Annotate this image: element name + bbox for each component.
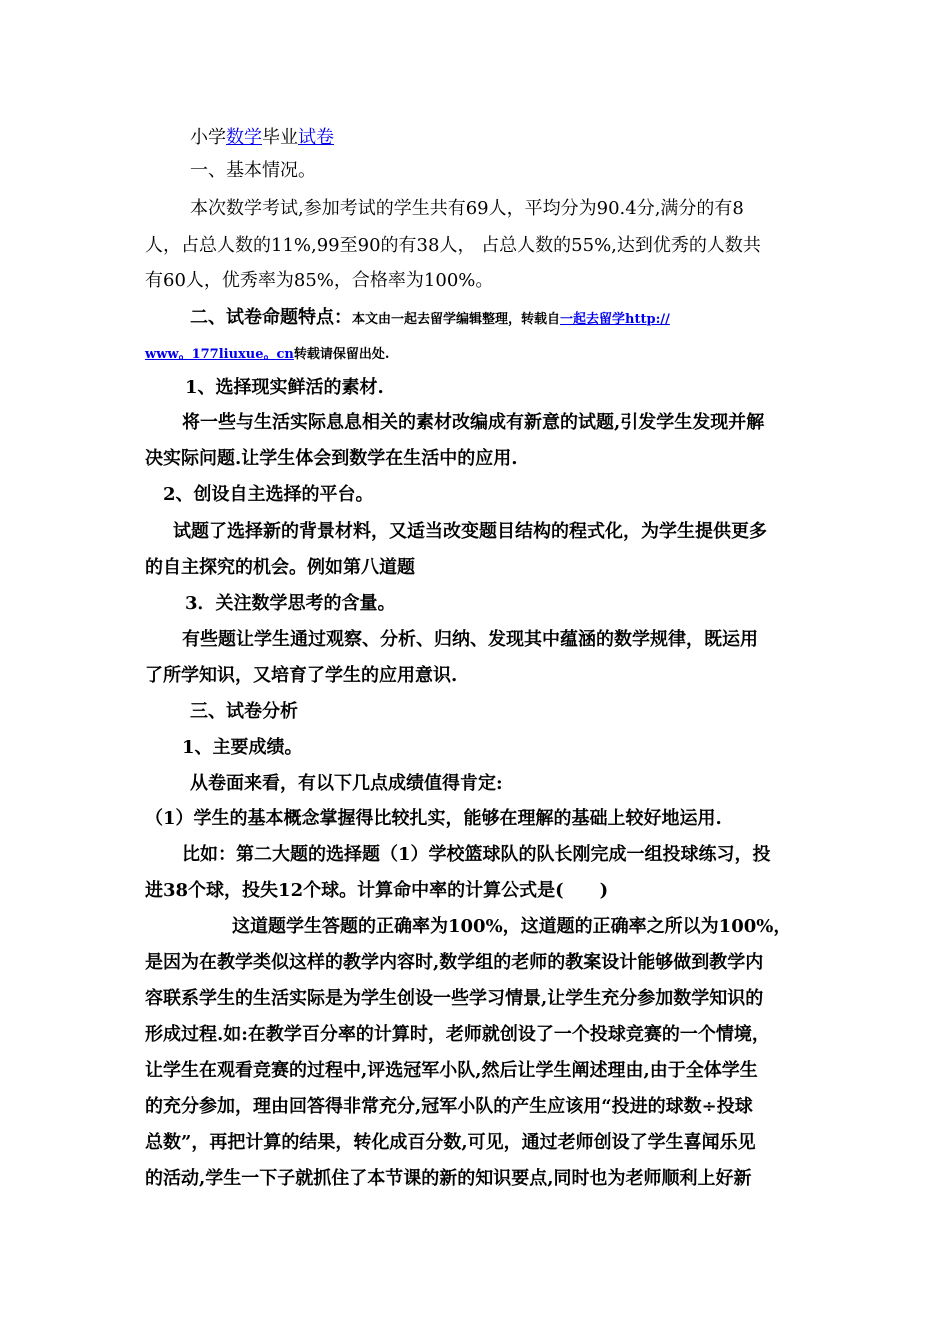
example-line-1: 比如：第二大题的选择题（1）学校篮球队的队长刚完成一组投球练习，投 <box>182 844 771 865</box>
repost-note: 本文由一起去留学编辑整理，转载自 <box>352 312 561 327</box>
analysis-line-1: 这道题学生答题的正确率为100%，这道题的正确率之所以为100%， <box>232 916 792 937</box>
section3-sub1: 1、主要成绩。 <box>182 737 303 758</box>
title-middle: 毕业 <box>262 127 298 148</box>
section3-point1: （1）学生的基本概念掌握得比较扎实，能够在理解的基础上较好地运用. <box>145 808 722 829</box>
item3-line-2: 了所学知识，又培育了学生的应用意识. <box>145 665 458 686</box>
item1-line-1: 将一些与生活实际息息相关的素材改编成有新意的试题,引发学生发现并解 <box>182 412 765 433</box>
section1-line-3: 有60人，优秀率为85%，合格率为100%。 <box>145 270 494 291</box>
math-link[interactable]: 数学 <box>226 127 262 148</box>
section1-line-2: 人，占总人数的11%,99至90的有38人， 占总人数的55%,达到优秀的人数共 <box>145 235 761 256</box>
item2-heading: 2、创设自主选择的平台。 <box>163 484 374 505</box>
analysis-line-5: 让学生在观看竞赛的过程中,评选冠军小队,然后让学生阐述理由,由于全体学生 <box>145 1060 758 1081</box>
source-url-link[interactable]: www。177liuxue。cn <box>145 347 294 362</box>
example-line-2: 进38个球，投失12个球。计算命中率的计算公式是( ) <box>145 880 609 901</box>
analysis-line-3: 容联系学生的生活实际是为学生创设一些学习情景,让学生充分参加数学知识的 <box>145 988 764 1009</box>
section3-heading: 三、试卷分析 <box>190 701 298 722</box>
analysis-line-2: 是因为在教学类似这样的教学内容时,数学组的老师的教案设计能够做到教学内 <box>145 952 764 973</box>
section1-line-1: 本次数学考试,参加考试的学生共有69人，平均分为90.4分,满分的有8 <box>190 198 744 219</box>
source-url-line <box>145 340 389 368</box>
section2-heading-line <box>190 305 670 333</box>
section3-intro: 从卷面来看，有以下几点成绩值得肯定: <box>190 773 503 794</box>
analysis-line-6: 的充分参加，理由回答得非常充分,冠军小队的产生应该用“投进的球数÷投球 <box>145 1096 753 1117</box>
item3-heading: 3．关注数学思考的含量。 <box>185 593 396 614</box>
section2-heading: 二、试卷命题特点： <box>190 307 352 328</box>
source-link[interactable]: 一起去留学http:// <box>560 312 670 327</box>
title-prefix: 小学 <box>190 127 226 148</box>
item2-line-1: 试题了选择新的背景材料，又适当改变题目结构的程式化，为学生提供更多 <box>173 521 767 542</box>
section1-heading: 一、基本情况。 <box>190 160 316 181</box>
item1-line-2: 决实际问题.让学生体会到数学在生活中的应用. <box>145 448 518 469</box>
doc-title <box>190 125 334 151</box>
analysis-line-8: 的活动,学生一下子就抓住了本节课的新的知识要点,同时也为老师顺利上好新 <box>145 1168 752 1189</box>
item3-line-1: 有些题让学生通过观察、分析、归纳、发现其中蕴涵的数学规律，既运用 <box>182 629 758 650</box>
item1-heading: 1、选择现实鲜活的素材. <box>185 377 384 398</box>
analysis-line-4: 形成过程.如:在教学百分率的计算时，老师就创设了一个投球竞赛的一个情境， <box>145 1024 770 1045</box>
analysis-line-7: 总数”，再把计算的结果，转化成百分数,可见，通过老师创设了学生喜闻乐见 <box>145 1132 756 1153</box>
exam-link[interactable]: 试卷 <box>298 127 334 148</box>
item2-line-2: 的自主探究的机会。例如第八道题 <box>145 557 415 578</box>
repost-note-end: 转载请保留出处. <box>293 347 390 362</box>
